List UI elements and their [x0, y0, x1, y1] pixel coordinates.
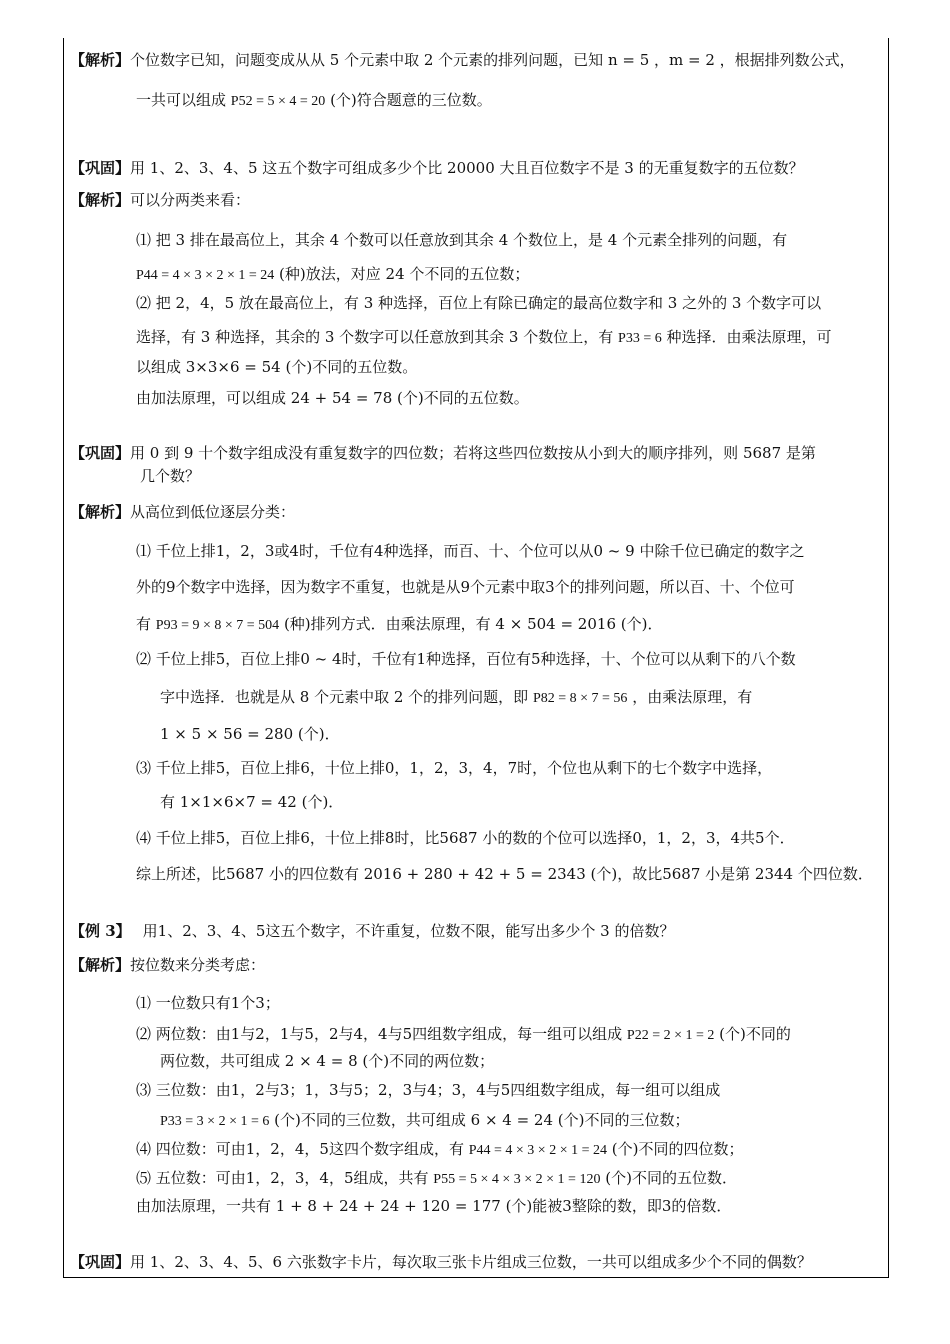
case3-line1: ⑶ 千位上排5，百位上排6，十位上排0，1，2，3，4，7时，个位也从剩下的七个数字中选择，: [136, 759, 773, 777]
case1-line1: ⑴ 千位上排1，2，3或4时，千位有4种选择，而百、十、个位可以从0 ~ 9 中除千位已确定的数字之: [136, 542, 805, 560]
case1-line2: [136, 264, 529, 286]
case1-line2: 外的9个数字中选择，因为数字不重复，也就是从9个元素中取3个的排列问题，所以百、十、个位可: [136, 578, 795, 596]
question-text: 用 1、2、3、4、5 这五个数字可组成多少个比 20000 大且百位数字不是 3 的无重复数字的五位数？: [130, 159, 804, 177]
consolidate-tag: 【巩固】: [70, 1253, 131, 1271]
analysis-text: 个位数字已知，问题变成从从 5 个元素中取 2 个元素的排列问题，已知 n = 5 ，m = 2 ，根据排列数公式，: [130, 51, 855, 69]
case4-line1: ⑷ 千位上排5，百位上排6，十位上排8时，比5687 小的数的个位可以选择0，1，2，3，4共5个．: [136, 829, 795, 847]
case2-line1: ⑵ 千位上排5，百位上排0 ~ 4时，千位有1种选择，百位有5种选择，十、个位可以从剩下的八个数: [136, 650, 796, 668]
summary: 由加法原理，可以组成 24 + 54 = 78 (个)不同的五位数。: [136, 389, 529, 407]
case2-line3: 以组成 3×3×6 = 54 (个)不同的五位数。: [136, 358, 418, 376]
example-tag: 【例 3】: [70, 922, 131, 940]
text: 有: [136, 615, 152, 633]
block3-question: [70, 443, 816, 463]
formula: P44 = 4 × 3 × 2 × 1 = 24: [136, 268, 275, 283]
text: ，由乘法原理，有: [632, 688, 753, 706]
case2-line1: ⑵ 把 2，4，5 放在最高位上，有 3 种选择，百位上有除已确定的最高位数字和 3 之外的 3 个数字可以: [136, 294, 822, 312]
analysis-text: 按位数来分类考虑：: [130, 956, 266, 974]
text: (种)放法，对应 24 个不同的五位数；: [279, 265, 530, 283]
case2-line2: [136, 327, 832, 349]
formula: P44 = 4 × 3 × 2 × 1 = 24: [468, 1143, 607, 1158]
text: 字中选择．也就是从 8 个元素中取 2 个的排列问题，即: [160, 688, 529, 706]
case5: [136, 1168, 737, 1190]
analysis-tag: 【解析】: [70, 956, 131, 974]
text: (个)符合题意的三位数。: [330, 91, 492, 109]
question-text-cont: 几个数？: [140, 467, 201, 485]
analysis-tag: 【解析】: [70, 503, 131, 521]
block2-question: [70, 158, 804, 178]
text: ⑷ 四位数：可由1，2，4，5这四个数字组成，有: [136, 1140, 464, 1158]
case3-line1: ⑶ 三位数：由1，2与3；1，3与5；2，3与4；3，4与5四组数字组成，每一组可以组成: [136, 1081, 721, 1099]
analysis-tag: 【解析】: [70, 191, 131, 209]
case2-line1: [136, 1024, 791, 1046]
case2-line3: 1 × 5 × 56 = 280 (个)．: [160, 725, 340, 743]
case2-line2: 两位数，共可组成 2 × 4 = 8 (个)不同的两位数；: [160, 1052, 495, 1070]
block2-analysis: [70, 190, 250, 210]
question-text: 用1、2、3、4、5这五个数字，不许重复，位数不限，能写出多少个 3 的倍数？: [142, 922, 675, 940]
case3-line2: 有 1×1×6×7 = 42 (个)．: [160, 793, 344, 811]
consolidate-tag: 【巩固】: [70, 159, 131, 177]
case1: ⑴ 一位数只有1个3；: [136, 994, 280, 1012]
text: ⑵ 两位数：由1与2，1与5，2与4，4与5四组数字组成，每一组可以组成: [136, 1025, 623, 1043]
summary: 综上所述，比5687 小的四位数有 2016 + 280 + 42 + 5 = 2343 (个)，故比5687 小是第 2344 个四位数．: [136, 865, 873, 883]
text: 种选择．由乘法原理，可: [666, 328, 832, 346]
block5-question: [70, 1252, 812, 1272]
formula: P33 = 3 × 2 × 1 = 6: [160, 1114, 270, 1129]
case2-line2: [160, 687, 752, 709]
question-text: 用 0 到 9 十个数字组成没有重复数字的四位数；若将这些四位数按从小到大的顺序排列，则 5687 是第: [130, 444, 816, 462]
text: ⑸ 五位数：可由1，2，3，4，5组成，共有: [136, 1169, 429, 1187]
text: (个)不同的: [719, 1025, 791, 1043]
analysis-text: 从高位到低位逐层分类：: [130, 503, 296, 521]
text: 一共可以组成: [136, 91, 227, 109]
block3-analysis: [70, 502, 295, 522]
case1-line1: ⑴ 把 3 排在最高位上，其余 4 个数可以任意放到其余 4 个数位上，是 4 个元素全排列的问题，有: [136, 231, 788, 249]
text: (个)不同的五位数．: [605, 1169, 737, 1187]
text: 选择，有 3 种选择，其余的 3 个数字可以任意放到其余 3 个数位上，有: [136, 328, 614, 346]
text: (种)排列方式．由乘法原理，有 4 × 504 = 2016 (个)．: [283, 615, 663, 633]
example3-analysis: [70, 955, 265, 975]
formula: P82 = 8 × 7 = 56: [532, 691, 628, 706]
question-text: 用 1、2、3、4、5、6 六张数字卡片，每次取三张卡片组成三位数，一共可以组成多少个不同的偶数？: [130, 1253, 812, 1271]
formula: P22 = 2 × 1 = 2: [626, 1028, 715, 1043]
case4: [136, 1139, 744, 1161]
case3-line2: [160, 1110, 690, 1132]
summary: 由加法原理，一共有 1 + 8 + 24 + 24 + 120 = 177 (个)能被3整除的数，即3的倍数．: [136, 1197, 732, 1215]
analysis-text: 可以分两类来看：: [130, 191, 251, 209]
analysis-tag: 【解析】: [70, 51, 131, 69]
block1-line1: [70, 50, 855, 70]
formula: P52 = 5 × 4 = 20: [230, 94, 326, 109]
block1-line2: [136, 90, 492, 112]
formula: P93 = 9 × 8 × 7 = 504: [155, 618, 280, 633]
example3-question: [70, 921, 674, 941]
case1-line3: [136, 614, 662, 636]
formula: P33 = 6: [618, 331, 662, 346]
text: (个)不同的四位数；: [611, 1140, 744, 1158]
formula: P55 = 5 × 4 × 3 × 2 × 1 = 120: [433, 1172, 601, 1187]
text: (个)不同的三位数，共可组成 6 × 4 = 24 (个)不同的三位数；: [274, 1111, 690, 1129]
consolidate-tag: 【巩固】: [70, 444, 131, 462]
